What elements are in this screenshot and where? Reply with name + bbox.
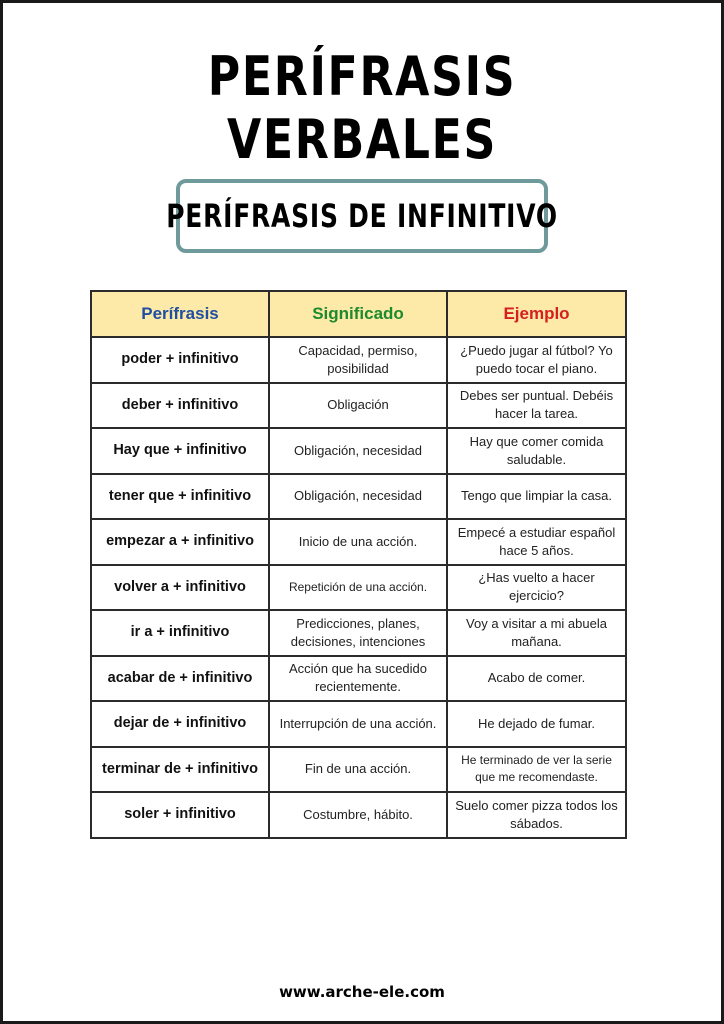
row-ejemplo: He dejado de fumar. [447,701,626,747]
table-row [91,747,626,793]
row-perifrasis: dejar de + infinitivo [91,701,269,747]
row-perifrasis: ir a + infinitivo [91,610,269,656]
row-ejemplo: Tengo que limpiar la casa. [447,474,626,520]
row-significado: Fin de una acción. [269,747,447,793]
table-row [91,610,626,656]
row-ejemplo: Suelo comer pizza todos los sábados. [447,792,626,838]
row-significado: Obligación [269,383,447,429]
subtitle-box [166,179,558,253]
row-ejemplo: Empecé a estudiar español hace 5 años. [447,519,626,565]
row-ejemplo: ¿Has vuelto a hacer ejercicio? [447,565,626,611]
row-ejemplo: He terminado de ver la serie que me recomendaste. [447,747,626,793]
header-ejemplo: Ejemplo [447,291,626,337]
row-significado: Capacidad, permiso, posibilidad [269,337,447,383]
row-ejemplo: Hay que comer comida saludable. [447,428,626,474]
page [3,3,721,1021]
row-significado: Acción que ha sucedido recientemente. [269,656,447,702]
table-row [91,383,626,429]
row-significado: Obligación, necesidad [269,474,447,520]
row-ejemplo: Acabo de comer. [447,656,626,702]
table-row [91,792,626,838]
row-perifrasis: acabar de + infinitivo [91,656,269,702]
row-ejemplo: Voy a visitar a mi abuela mañana. [447,610,626,656]
table-row [91,656,626,702]
subtitle: PERÍFRASIS DE INFINITIVO [166,197,558,235]
row-ejemplo: Debes ser puntual. Debéis hacer la tarea. [447,383,626,429]
row-significado: Interrupción de una acción. [269,701,447,747]
row-perifrasis: deber + infinitivo [91,383,269,429]
header-significado: Significado [269,291,447,337]
row-significado: Predicciones, planes, decisiones, intenciones [269,610,447,656]
periphrasis-table [90,290,627,839]
table-row [91,474,626,520]
table-row [91,428,626,474]
row-perifrasis: terminar de + infinitivo [91,747,269,793]
row-perifrasis: Hay que + infinitivo [91,428,269,474]
footer-website: www.arche-ele.com [279,983,445,1001]
row-perifrasis: poder + infinitivo [91,337,269,383]
table-row [91,701,626,747]
row-perifrasis: soler + infinitivo [91,792,269,838]
row-significado: Costumbre, hábito. [269,792,447,838]
row-significado: Repetición de una acción. [269,565,447,611]
table-row [91,337,626,383]
header-perifrasis: Perífrasis [91,291,269,337]
row-perifrasis: tener que + infinitivo [91,474,269,520]
row-perifrasis: volver a + infinitivo [91,565,269,611]
row-significado: Inicio de una acción. [269,519,447,565]
row-ejemplo: ¿Puedo jugar al fútbol? Yo puedo tocar el piano. [447,337,626,383]
table-row [91,565,626,611]
table-header-row [91,291,626,337]
row-perifrasis: empezar a + infinitivo [91,519,269,565]
row-significado: Obligación, necesidad [269,428,447,474]
table-row [91,519,626,565]
page-title: PERÍFRASIS VERBALES [207,45,517,171]
